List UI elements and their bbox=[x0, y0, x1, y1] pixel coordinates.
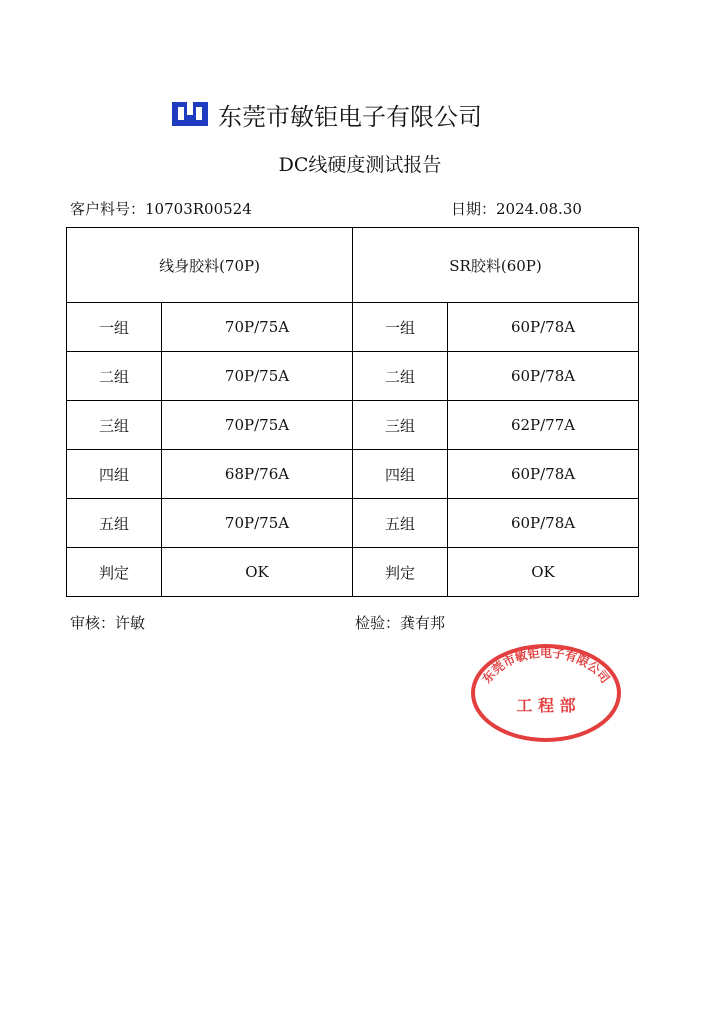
reviewer-name: 许敏 bbox=[115, 614, 146, 632]
table-header-row bbox=[67, 228, 639, 303]
left-group-cell: 二组 bbox=[67, 352, 162, 401]
right-value-cell: 62P/77A bbox=[448, 401, 639, 450]
right-group-cell: 三组 bbox=[353, 401, 448, 450]
company-logo-icon bbox=[172, 102, 208, 126]
inspector-name: 龚有邦 bbox=[400, 614, 446, 632]
company-seal-stamp bbox=[470, 643, 622, 743]
report-date bbox=[451, 198, 582, 219]
inspector-label: 检验： bbox=[355, 614, 401, 632]
table-row bbox=[67, 548, 639, 597]
seal-center-text: 工 程 部 bbox=[516, 696, 576, 715]
left-value-cell: 70P/75A bbox=[162, 303, 353, 352]
left-group-cell: 四组 bbox=[67, 450, 162, 499]
customer-part-number bbox=[70, 198, 252, 219]
customer-part-label: 客户料号： bbox=[70, 200, 146, 218]
right-group-cell: 一组 bbox=[353, 303, 448, 352]
header-left-compound: 线身胶料(70P) bbox=[67, 228, 353, 303]
header-right-compound: SR胶料(60P) bbox=[353, 228, 639, 303]
table-row bbox=[67, 499, 639, 548]
inspector-signature bbox=[355, 612, 445, 633]
reviewer-label: 审核： bbox=[70, 614, 116, 632]
hardness-test-table bbox=[66, 227, 639, 597]
left-value-cell: 70P/75A bbox=[162, 499, 353, 548]
customer-part-value: 10703R00524 bbox=[145, 200, 252, 218]
right-judgment-value: OK bbox=[448, 548, 639, 597]
right-judgment-label: 判定 bbox=[353, 548, 448, 597]
table-row bbox=[67, 352, 639, 401]
document-title: DC线硬度测试报告 bbox=[278, 154, 442, 176]
table-row bbox=[67, 450, 639, 499]
right-value-cell: 60P/78A bbox=[448, 303, 639, 352]
right-group-cell: 二组 bbox=[353, 352, 448, 401]
date-label: 日期： bbox=[451, 200, 497, 218]
reviewer-signature bbox=[70, 612, 145, 633]
date-value: 2024.08.30 bbox=[496, 200, 582, 218]
table-row bbox=[67, 303, 639, 352]
right-value-cell: 60P/78A bbox=[448, 450, 639, 499]
left-group-cell: 一组 bbox=[67, 303, 162, 352]
right-value-cell: 60P/78A bbox=[448, 352, 639, 401]
left-value-cell: 70P/75A bbox=[162, 352, 353, 401]
company-name: 东莞市敏钜电子有限公司 bbox=[218, 102, 482, 131]
left-judgment-value: OK bbox=[162, 548, 353, 597]
left-group-cell: 三组 bbox=[67, 401, 162, 450]
seal-arc-text: 东莞市敏钜电子有限公司 bbox=[479, 646, 613, 686]
right-group-cell: 四组 bbox=[353, 450, 448, 499]
left-value-cell: 70P/75A bbox=[162, 401, 353, 450]
left-value-cell: 68P/76A bbox=[162, 450, 353, 499]
left-judgment-label: 判定 bbox=[67, 548, 162, 597]
left-group-cell: 五组 bbox=[67, 499, 162, 548]
table-row bbox=[67, 401, 639, 450]
right-group-cell: 五组 bbox=[353, 499, 448, 548]
company-header bbox=[172, 98, 482, 130]
right-value-cell: 60P/78A bbox=[448, 499, 639, 548]
